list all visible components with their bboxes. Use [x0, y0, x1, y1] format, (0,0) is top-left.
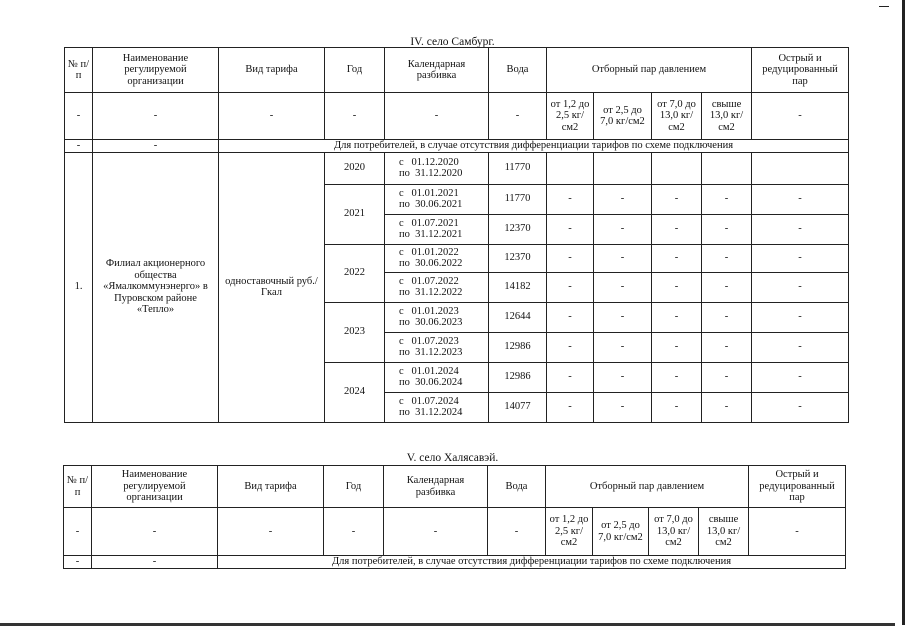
- pressure-range-1: от 1,2 до 2,5 кг/см2: [547, 93, 594, 140]
- dash-cell: -: [64, 508, 92, 556]
- col-water-header: Вода: [489, 48, 547, 93]
- dash-cell: -: [547, 332, 594, 362]
- dash-cell: -: [702, 184, 752, 214]
- period-cell: [385, 184, 489, 214]
- pressure-range-4: свыше 13,0 кг/см2: [702, 93, 752, 140]
- tariff-table-khalyasavey: [63, 465, 846, 569]
- consumer-note: Для потребителей, в случае отсутствия дифференциации тарифов по схеме подключения: [219, 140, 849, 153]
- dash-cell: -: [65, 93, 93, 140]
- dash-cell: -: [92, 508, 218, 556]
- scan-corner-mark: [879, 6, 889, 11]
- note-row: [64, 556, 846, 569]
- dash-cell: -: [489, 93, 547, 140]
- col-water-header: Вода: [488, 466, 546, 508]
- dash-cell: -: [652, 184, 702, 214]
- empty-cell: [594, 152, 652, 184]
- dash-cell: -: [325, 93, 385, 140]
- header-row: [65, 48, 849, 93]
- period-from: с 01.07.2022: [399, 275, 459, 287]
- note-row: [65, 140, 849, 153]
- empty-cell: [752, 152, 849, 184]
- water-value: 11770: [489, 152, 547, 184]
- dash-cell: -: [702, 362, 752, 392]
- dash-cell: -: [749, 508, 846, 556]
- dash-cell: -: [594, 244, 652, 272]
- dash-cell: -: [547, 244, 594, 272]
- empty-cell: [702, 152, 752, 184]
- pressure-range-2: от 2,5 до 7,0 кг/см2: [593, 508, 649, 556]
- period-to: по 30.06.2023: [399, 317, 463, 328]
- year-cell: 2020: [325, 152, 385, 184]
- col-year-header: Год: [324, 466, 384, 508]
- water-value: 11770: [489, 184, 547, 214]
- pressure-range-3: от 7,0 до 13,0 кг/см2: [649, 508, 699, 556]
- dash-cell: -: [547, 302, 594, 332]
- year-cell: 2021: [325, 184, 385, 244]
- empty-cell: [547, 152, 594, 184]
- dash-cell: -: [594, 332, 652, 362]
- section-title-khalyasavey: V. село Халясавэй.: [406, 452, 499, 464]
- period-cell: [385, 362, 489, 392]
- dash-cell: -: [547, 184, 594, 214]
- organization-name: Филиал акционерного общества «Ямалкоммунэнерго» в Пуровском районе «Тепло»: [93, 152, 219, 422]
- dash-cell: -: [65, 140, 93, 153]
- period-from: с 01.07.2023: [399, 335, 459, 347]
- dash-cell: -: [488, 508, 546, 556]
- dash-cell: -: [547, 392, 594, 422]
- pressure-range-3: от 7,0 до 13,0 кг/см2: [652, 93, 702, 140]
- header-row: [64, 466, 846, 508]
- dash-cell: -: [652, 272, 702, 302]
- table-row: [65, 152, 849, 184]
- col-calendar-header: Календарная разбивка: [384, 466, 488, 508]
- col-sharp-steam-header: Острый и редуцированный пар: [752, 48, 849, 93]
- empty-cell: [652, 152, 702, 184]
- dash-cell: -: [652, 214, 702, 244]
- water-value: 12370: [489, 214, 547, 244]
- year-cell: 2022: [325, 244, 385, 302]
- dash-cell: -: [547, 272, 594, 302]
- water-value: 12644: [489, 302, 547, 332]
- period-cell: [385, 392, 489, 422]
- period-to: по 31.12.2023: [399, 347, 463, 358]
- col-org-header: Наименование регулируемой организации: [93, 48, 219, 93]
- period-cell: [385, 332, 489, 362]
- period-cell: [385, 152, 489, 184]
- period-to: по 30.06.2021: [399, 199, 463, 210]
- dash-cell: -: [547, 214, 594, 244]
- period-from: с 01.01.2024: [399, 365, 459, 377]
- pressure-range-4: свыше 13,0 кг/см2: [699, 508, 749, 556]
- subheader-row: [65, 93, 849, 140]
- period-from: с 01.07.2021: [399, 217, 459, 229]
- period-from: с 01.01.2022: [399, 246, 459, 258]
- period-from: с 01.01.2021: [399, 187, 459, 199]
- dash-cell: -: [93, 93, 219, 140]
- period-cell: [385, 272, 489, 302]
- dash-cell: -: [752, 214, 849, 244]
- dash-cell: -: [652, 392, 702, 422]
- dash-cell: -: [652, 302, 702, 332]
- dash-cell: -: [594, 392, 652, 422]
- dash-cell: -: [752, 93, 849, 140]
- dash-cell: -: [752, 272, 849, 302]
- scan-bottom-edge: [0, 623, 895, 626]
- tariff-type: одноставочный руб./Гкал: [219, 152, 325, 422]
- dash-cell: -: [752, 184, 849, 214]
- period-cell: [385, 214, 489, 244]
- water-value: 14077: [489, 392, 547, 422]
- tariff-table-samburg: [64, 47, 849, 423]
- col-calendar-header: Календарная разбивка: [385, 48, 489, 93]
- dash-cell: -: [384, 508, 488, 556]
- col-tariff-type-header: Вид тарифа: [219, 48, 325, 93]
- dash-cell: -: [324, 508, 384, 556]
- period-to: по 31.12.2022: [399, 287, 463, 298]
- period-to: по 30.06.2024: [399, 377, 463, 388]
- dash-cell: -: [752, 362, 849, 392]
- dash-cell: -: [218, 508, 324, 556]
- dash-cell: -: [547, 362, 594, 392]
- dash-cell: -: [594, 272, 652, 302]
- period-from: с 01.12.2020: [399, 156, 459, 168]
- dash-cell: -: [702, 302, 752, 332]
- dash-cell: -: [594, 362, 652, 392]
- period-from: с 01.01.2023: [399, 305, 459, 317]
- dash-cell: -: [702, 214, 752, 244]
- dash-cell: -: [652, 362, 702, 392]
- col-num-header: № п/п: [65, 48, 93, 93]
- col-steam-header: Отборный пар давлением: [547, 48, 752, 93]
- col-org-header: Наименование регулируемой организации: [92, 466, 218, 508]
- dash-cell: -: [752, 302, 849, 332]
- period-cell: [385, 244, 489, 272]
- dash-cell: -: [652, 244, 702, 272]
- dash-cell: -: [702, 332, 752, 362]
- period-to: по 31.12.2020: [399, 168, 463, 179]
- dash-cell: -: [702, 272, 752, 302]
- dash-cell: -: [702, 244, 752, 272]
- consumer-note: Для потребителей, в случае отсутствия дифференциации тарифов по схеме подключения: [218, 556, 846, 569]
- dash-cell: -: [702, 392, 752, 422]
- year-cell: 2023: [325, 302, 385, 362]
- dash-cell: -: [92, 556, 218, 569]
- period-to: по 30.06.2022: [399, 258, 463, 269]
- period-to: по 31.12.2024: [399, 407, 463, 418]
- water-value: 12986: [489, 362, 547, 392]
- period-cell: [385, 302, 489, 332]
- dash-cell: -: [594, 302, 652, 332]
- dash-cell: -: [64, 556, 92, 569]
- period-to: по 31.12.2021: [399, 229, 463, 240]
- dash-cell: -: [752, 392, 849, 422]
- col-sharp-steam-header: Острый и редуцированный пар: [749, 466, 846, 508]
- year-cell: 2024: [325, 362, 385, 422]
- dash-cell: -: [219, 93, 325, 140]
- section-title-samburg: IV. село Самбург.: [410, 36, 495, 48]
- water-value: 14182: [489, 272, 547, 302]
- dash-cell: -: [752, 332, 849, 362]
- dash-cell: -: [752, 244, 849, 272]
- col-steam-header: Отборный пар давлением: [546, 466, 749, 508]
- dash-cell: -: [385, 93, 489, 140]
- row-number: 1.: [65, 152, 93, 422]
- col-tariff-type-header: Вид тарифа: [218, 466, 324, 508]
- pressure-range-2: от 2,5 до 7,0 кг/см2: [594, 93, 652, 140]
- col-num-header: № п/п: [64, 466, 92, 508]
- dash-cell: -: [93, 140, 219, 153]
- subheader-row: [64, 508, 846, 556]
- water-value: 12370: [489, 244, 547, 272]
- dash-cell: -: [652, 332, 702, 362]
- dash-cell: -: [594, 184, 652, 214]
- dash-cell: -: [594, 214, 652, 244]
- pressure-range-1: от 1,2 до 2,5 кг/см2: [546, 508, 593, 556]
- col-year-header: Год: [325, 48, 385, 93]
- water-value: 12986: [489, 332, 547, 362]
- period-from: с 01.07.2024: [399, 395, 459, 407]
